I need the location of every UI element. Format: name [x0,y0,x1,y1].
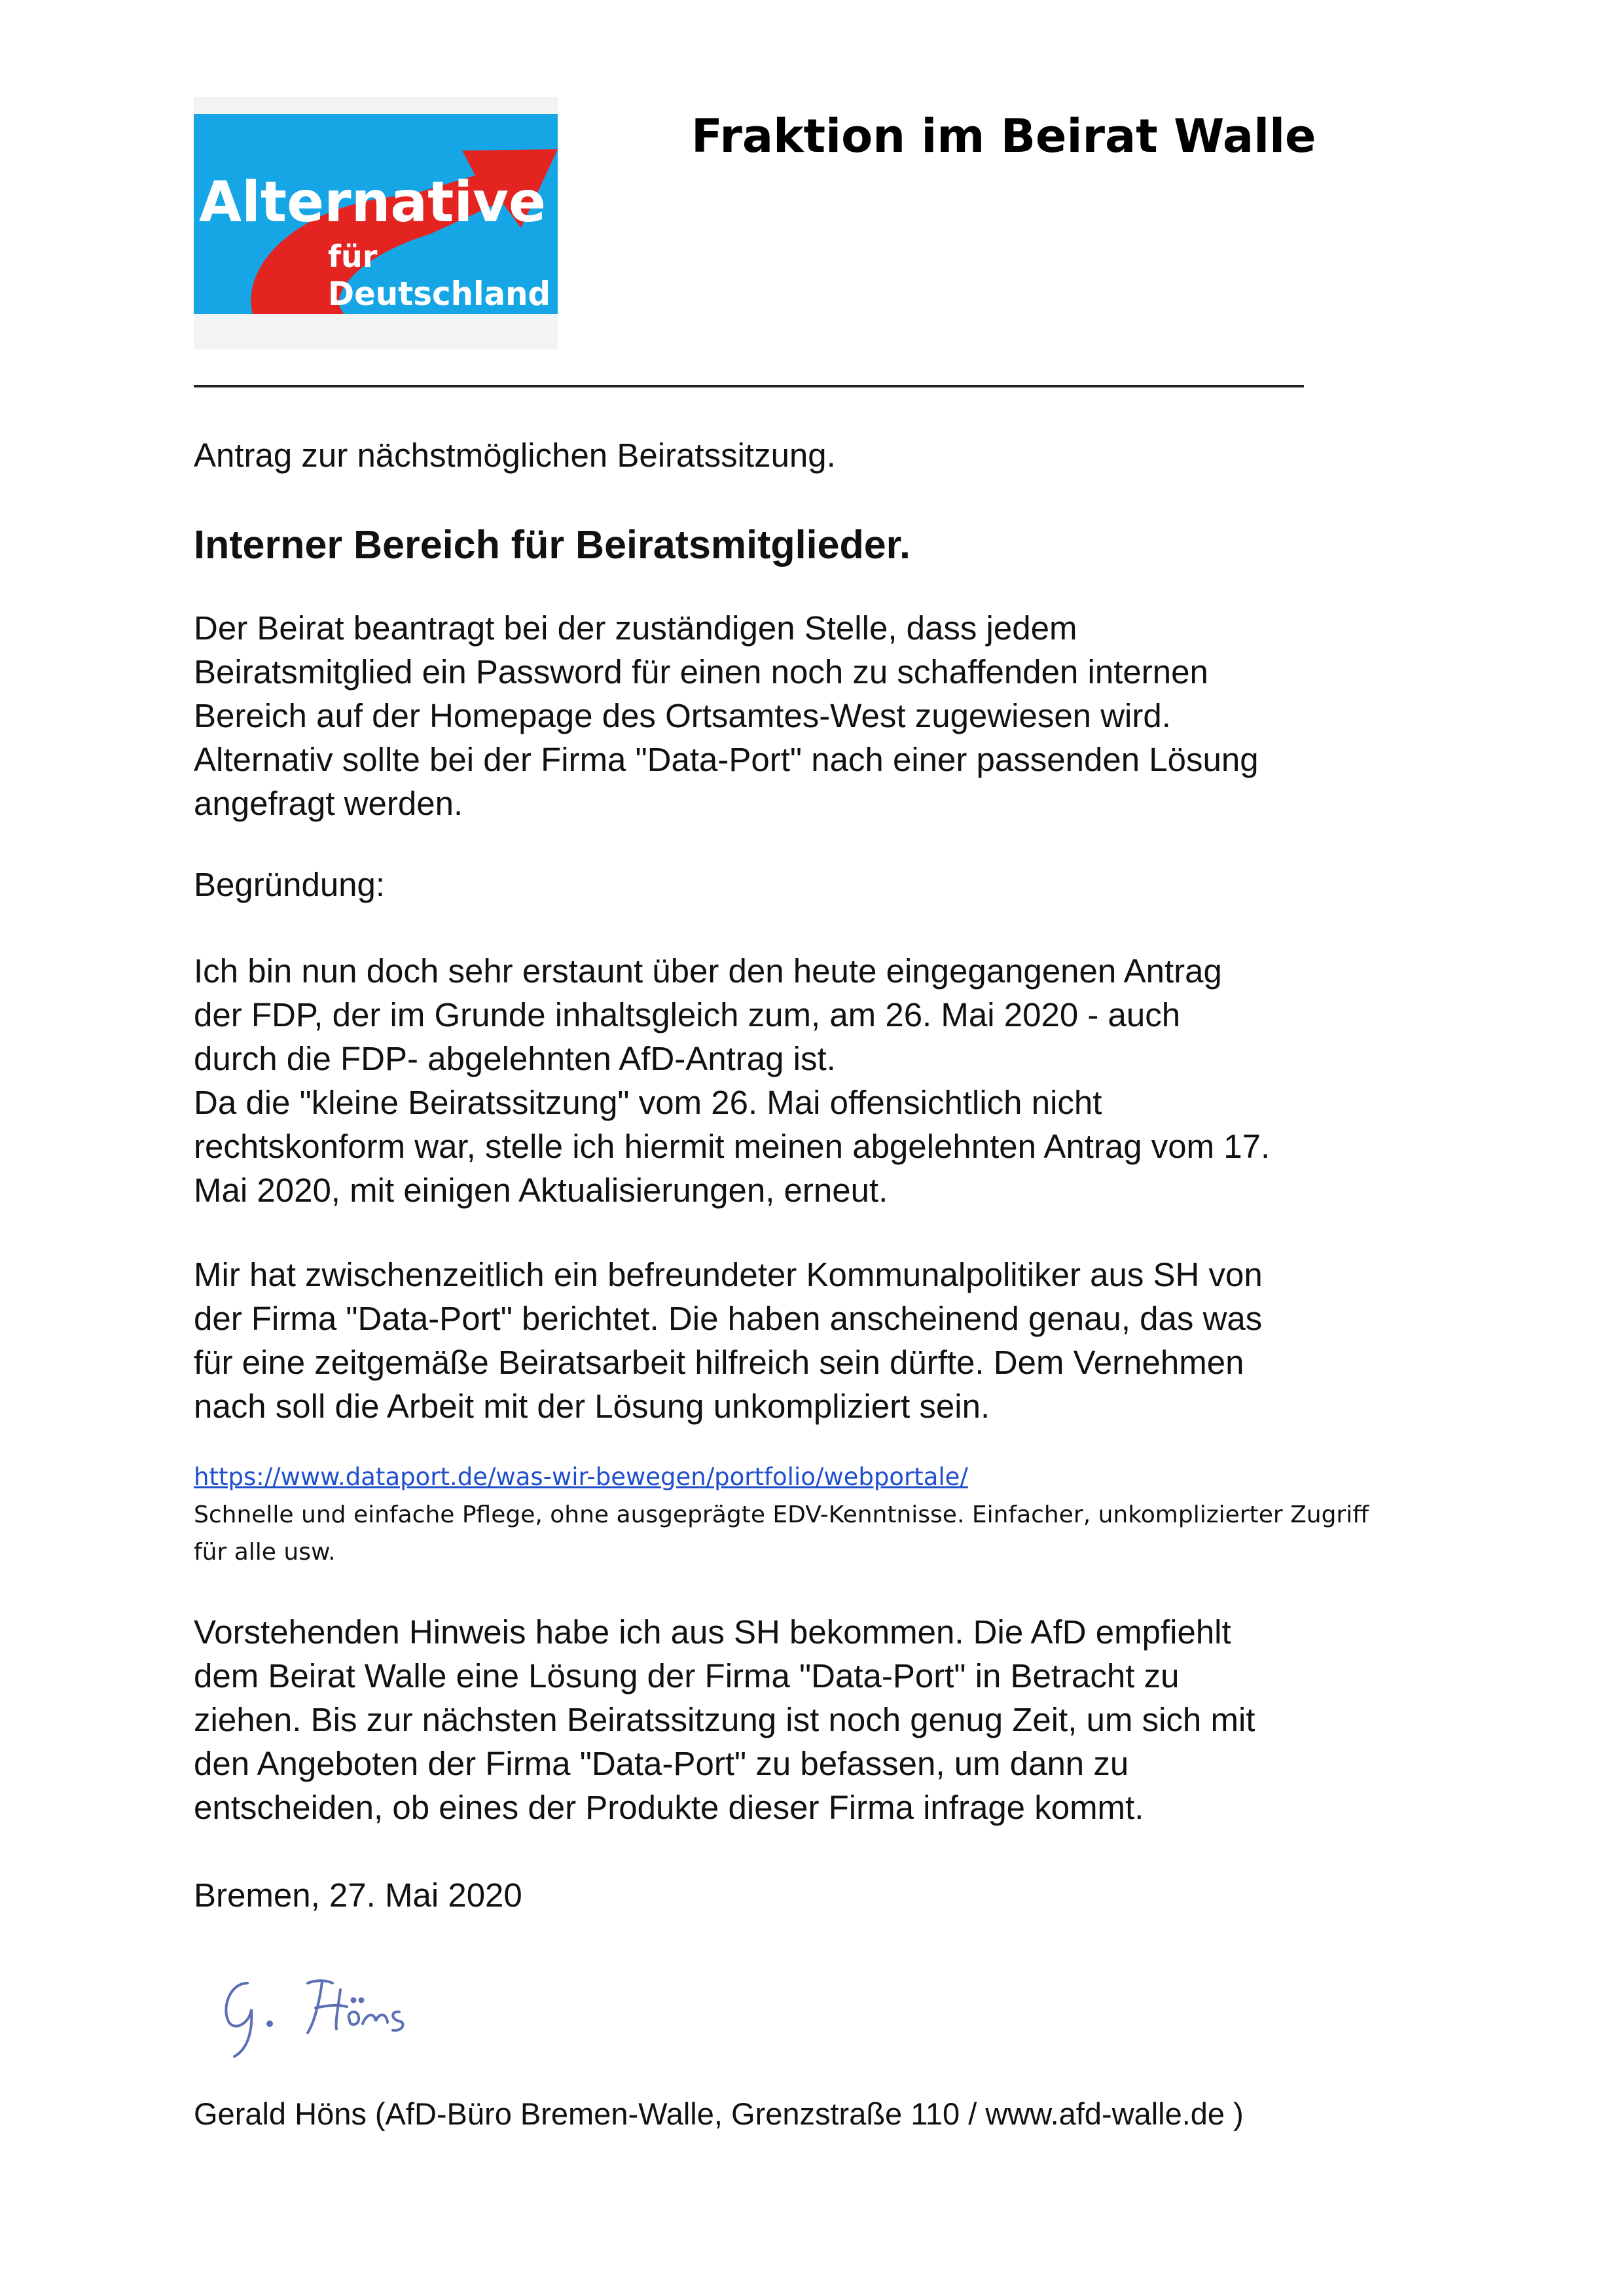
dataport-link[interactable]: https://www.dataport.de/was-wir-bewegen/portfolio/webportale/ [194,1463,968,1491]
text-line: Alternativ sollte bei der Firma "Data-Port" nach einer passenden Lösung [194,741,1259,778]
text-line: für eine zeitgemäße Beiratsarbeit hilfreich sein dürfte. Dem Vernehmen [194,1344,1244,1381]
justification-paragraph [194,949,1457,1212]
text-line: nach soll die Arbeit mit der Lösung unkompliziert sein. [194,1388,990,1425]
logo-line1: Alternative [199,170,546,235]
text-line: Mir hat zwischenzeitlich ein befreundeter Kommunalpolitiker aus SH von [194,1256,1263,1293]
footer-contact: Gerald Höns (AfD-Büro Bremen-Walle, Grenzstraße 110 / www.afd-walle.de ) [194,2096,1244,2131]
text-line: den Angeboten der Firma "Data-Port" zu befassen, um dann zu [194,1745,1129,1782]
text-line: Der Beirat beantragt bei der zuständigen Stelle, dass jedem [194,609,1077,647]
logo-line3: Deutschland [328,275,550,313]
note-line: für alle usw. [194,1539,336,1566]
intro-line: Antrag zur nächstmöglichen Beiratssitzung. [194,437,836,474]
request-paragraph [194,606,1457,825]
note-line: Schnelle und einfache Pflege, ohne ausgeprägte EDV-Kenntnisse. Einfacher, unkomplizierter Zugriff [194,1501,1369,1528]
subject-heading: Interner Bereich für Beiratsmitglieder. [194,522,911,567]
dataport-paragraph [194,1253,1457,1428]
justification-label: Begründung: [194,866,386,903]
text-line: der Firma "Data-Port" berichtet. Die haben anscheinend genau, das was [194,1300,1263,1337]
text-line: Bereich auf der Homepage des Ortsamtes-West zugewiesen wird. [194,697,1171,734]
text-line: Ich bin nun doch sehr erstaunt über den heute eingegangenen Antrag [194,952,1222,990]
link-note [194,1496,1437,1571]
text-line: angefragt werden. [194,785,463,822]
handwritten-signature [209,1957,471,2062]
logo-line2: für [328,239,378,274]
text-line: der FDP, der im Grunde inhaltsgleich zum, am 26. Mai 2020 - auch [194,996,1181,1033]
header-divider [194,385,1304,387]
text-line: Beiratsmitglied ein Password für einen noch zu schaffenden internen [194,653,1208,691]
text-line: Da die "kleine Beiratssitzung" vom 26. Mai offensichtlich nicht [194,1084,1102,1121]
text-line: Vorstehenden Hinweis habe ich aus SH bekommen. Die AfD empfiehlt [194,1613,1231,1651]
page-title: Fraktion im Beirat Walle [691,109,1316,163]
text-line: rechtskonform war, stelle ich hiermit meinen abgelehnten Antrag vom 17. [194,1128,1271,1165]
place-date: Bremen, 27. Mai 2020 [194,1876,522,1914]
text-line: durch die FDP- abgelehnten AfD-Antrag ist. [194,1040,836,1077]
party-logo [194,97,558,350]
text-line: Mai 2020, mit einigen Aktualisierungen, erneut. [194,1172,888,1209]
text-line: entscheiden, ob eines der Produkte dieser Firma infrage kommt. [194,1789,1144,1826]
text-line: dem Beirat Walle eine Lösung der Firma "Data-Port" in Betracht zu [194,1657,1180,1695]
text-line: ziehen. Bis zur nächsten Beiratssitzung ist noch genug Zeit, um sich mit [194,1701,1255,1738]
recommendation-paragraph [194,1610,1457,1829]
